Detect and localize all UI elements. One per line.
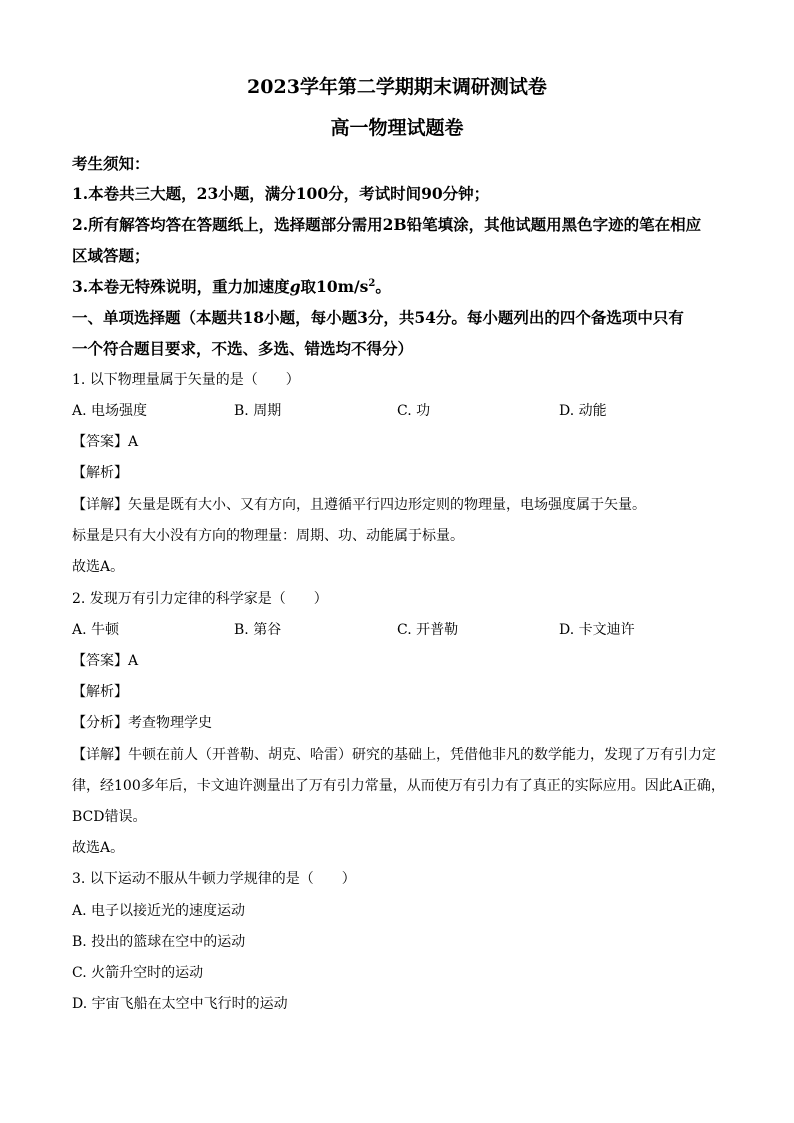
notice-item-3 (72, 275, 391, 297)
q3-option-b: B. 投出的篮球在空中的运动 (72, 934, 246, 950)
q2-conclusion: 故选A。 (72, 840, 125, 856)
q2-analysis-label: 【解析】 (72, 684, 128, 700)
q1-option-c: C. 功 (397, 403, 431, 419)
q2-option-c: C. 开普勒 (397, 622, 459, 638)
q3-option-a: A. 电子以接近光的速度运动 (72, 903, 246, 919)
q2-stem: 2. 发现万有引力定律的科学家是（ ） (72, 591, 328, 607)
unit-exponent: 2 (368, 277, 376, 289)
page-title: 2023学年第二学期期末调研测试卷 (247, 76, 547, 98)
notice-item-1: 1.本卷共三大题，23小题，满分100分，考试时间90分钟； (72, 184, 490, 203)
notice-heading: 考生须知： (72, 154, 150, 173)
q2-detail-line-2: 律，经100多年后，卡文迪许测量出了万有引力常量，从而使万有引力有了真正的实际应用。因此A正确， (72, 778, 725, 794)
q1-stem: 1. 以下物理量属于矢量的是（ ） (72, 372, 300, 388)
q2-detail-line-3: BCD错误。 (72, 809, 147, 825)
q1-option-b: B. 周期 (234, 403, 282, 419)
section-heading-line-2: 一个符合题目要求，不选、多选、错选均不得分） (72, 339, 414, 358)
q2-answer: 【答案】A (72, 653, 139, 669)
notice-item-2-line-1: 2.所有解答均答在答题纸上，选择题部分需用2B铅笔填涂，其他试题用黑色字迹的笔在相应 (72, 215, 702, 234)
q1-conclusion: 故选A。 (72, 559, 125, 575)
q1-answer: 【答案】A (72, 434, 139, 450)
notice-item-3-end: 。 (375, 277, 391, 296)
q2-option-a: A. 牛顿 (72, 622, 120, 638)
q2-fenxi: 【分析】考查物理学史 (72, 715, 212, 731)
q1-detail-line-1: 【详解】矢量是既有大小、又有方向，且遵循平行四边形定则的物理量，电场强度属于矢量。 (72, 497, 646, 513)
q2-option-d: D. 卡文迪许 (559, 622, 635, 638)
q3-option-d: D. 宇宙飞船在太空中飞行时的运动 (72, 996, 288, 1012)
q1-option-a: A. 电场强度 (72, 403, 148, 419)
q1-analysis-label: 【解析】 (72, 465, 128, 481)
q1-option-d: D. 动能 (559, 403, 607, 419)
q2-detail-line-1: 【详解】牛顿在前人（开普勒、胡克、哈雷）研究的基础上，凭借他非凡的数学能力，发现了万有引力定 (72, 747, 716, 763)
q3-option-c: C. 火箭升空时的运动 (72, 965, 204, 981)
notice-item-3-value: 取10m/s (300, 277, 369, 296)
notice-item-2-line-2: 区域答题； (72, 246, 150, 265)
section-heading-line-1: 一、单项选择题（本题共18小题，每小题3分，共54分。每小题列出的四个备选项中只有 (72, 308, 684, 327)
page-subtitle: 高一物理试题卷 (330, 117, 464, 139)
q2-option-b: B. 第谷 (234, 622, 282, 638)
gravity-symbol: g (289, 277, 301, 296)
q3-stem: 3. 以下运动不服从牛顿力学规律的是（ ） (72, 871, 356, 887)
notice-item-3-text: 3.本卷无特殊说明，重力加速度 (72, 277, 290, 296)
q1-detail-line-2: 标量是只有大小没有方向的物理量：周期、功、动能属于标量。 (72, 528, 464, 544)
